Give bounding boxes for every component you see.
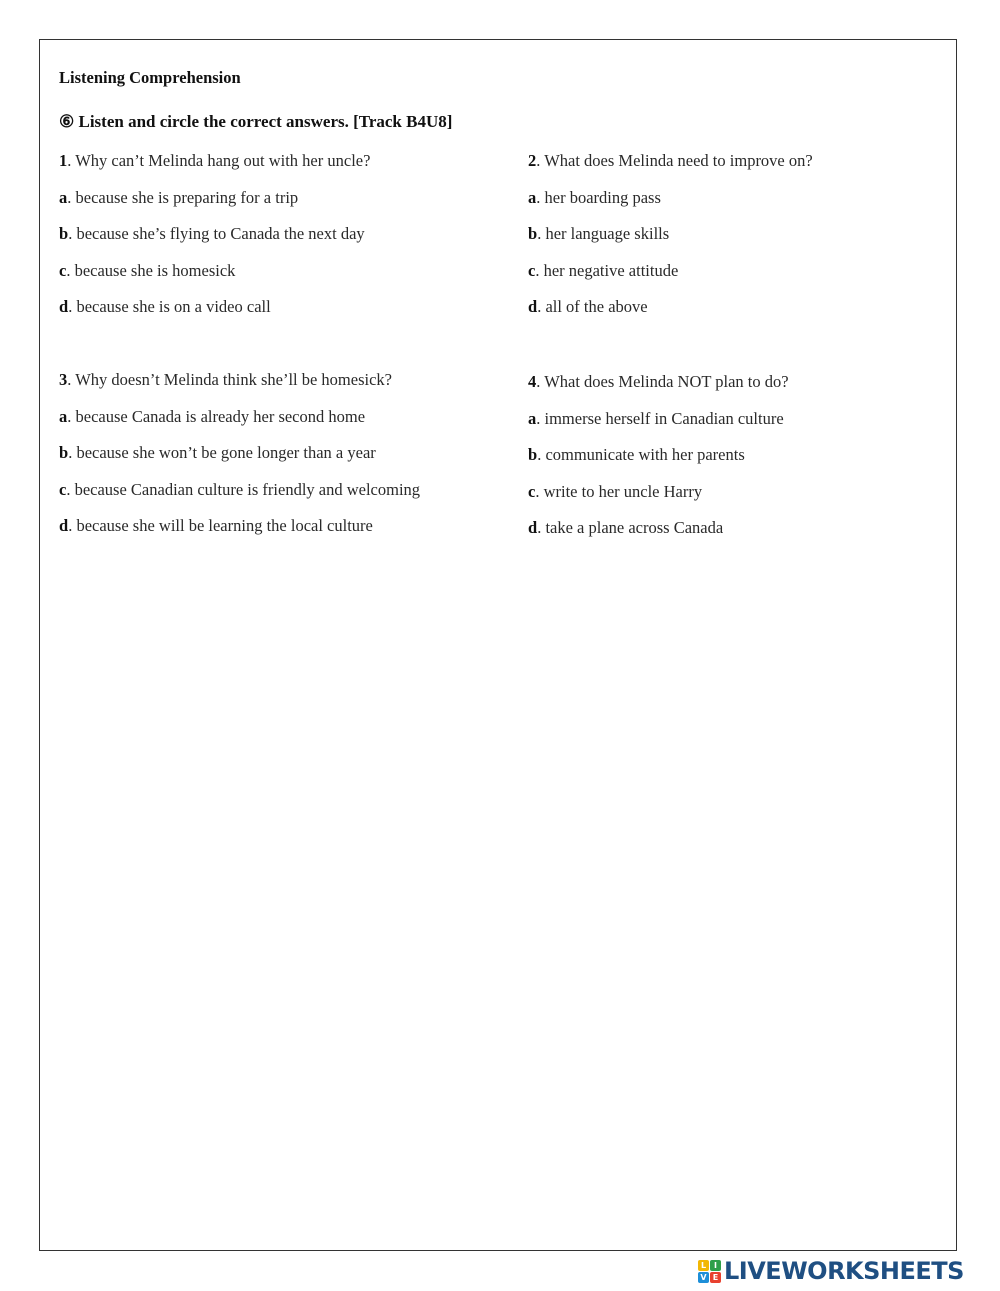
answer-option-c[interactable] bbox=[528, 481, 968, 518]
option-letter: c bbox=[59, 260, 67, 280]
option-text: . because Canadian culture is friendly and welcoming bbox=[66, 479, 421, 499]
question-2 bbox=[528, 150, 968, 333]
answer-option-a[interactable] bbox=[59, 187, 499, 224]
liveworksheets-logo bbox=[698, 1257, 964, 1285]
option-text: . because she is homesick bbox=[66, 260, 236, 280]
option-letter: d bbox=[528, 518, 538, 537]
logo-letter-v: V bbox=[698, 1272, 709, 1283]
option-text: . her boarding pass bbox=[536, 187, 661, 207]
option-letter: c bbox=[59, 479, 67, 499]
option-text: . because Canada is already her second home bbox=[67, 406, 366, 426]
question-number: 2 bbox=[528, 151, 537, 170]
option-text: . because she won’t be gone longer than a year bbox=[68, 443, 376, 462]
question-number: 1 bbox=[59, 151, 68, 170]
question-stem bbox=[528, 371, 968, 408]
answer-option-d[interactable] bbox=[528, 296, 968, 333]
option-text: . because she will be learning the local culture bbox=[68, 516, 373, 535]
answer-option-a[interactable] bbox=[528, 187, 968, 224]
option-letter: d bbox=[528, 297, 538, 316]
question-stem bbox=[528, 150, 968, 187]
option-letter: c bbox=[528, 260, 536, 280]
answer-option-b[interactable] bbox=[59, 442, 499, 479]
logo-letter-i: I bbox=[710, 1260, 721, 1271]
logo-mark-icon bbox=[698, 1260, 721, 1283]
option-text: . communicate with her parents bbox=[537, 445, 745, 464]
option-text: . all of the above bbox=[537, 297, 648, 316]
option-text: . because she is on a video call bbox=[68, 297, 271, 316]
option-letter: a bbox=[59, 187, 68, 207]
question-number: 4 bbox=[528, 372, 537, 391]
answer-option-c[interactable] bbox=[528, 260, 968, 297]
question-text: . What does Melinda NOT plan to do? bbox=[536, 372, 789, 391]
option-letter: c bbox=[528, 481, 536, 501]
instruction-text: ⑥ Listen and circle the correct answers. [Track B4U8] bbox=[59, 112, 453, 131]
option-letter: a bbox=[59, 406, 68, 426]
question-3 bbox=[59, 369, 499, 552]
option-letter: b bbox=[59, 224, 69, 243]
question-1 bbox=[59, 150, 499, 333]
option-text: . immerse herself in Canadian culture bbox=[536, 408, 784, 428]
answer-option-b[interactable] bbox=[59, 223, 499, 260]
option-text: . because she’s flying to Canada the next day bbox=[68, 224, 365, 243]
logo-letter-e: E bbox=[710, 1272, 721, 1283]
option-letter: a bbox=[528, 187, 537, 207]
option-text: . take a plane across Canada bbox=[537, 518, 724, 537]
answer-option-c[interactable] bbox=[59, 260, 499, 297]
question-text: . Why doesn’t Melinda think she’ll be homesick? bbox=[67, 370, 392, 389]
logo-text: LIVEWORKSHEETS bbox=[724, 1257, 964, 1285]
option-letter: b bbox=[528, 224, 538, 243]
logo-letter-l: L bbox=[698, 1260, 709, 1271]
question-text: . What does Melinda need to improve on? bbox=[536, 151, 813, 170]
question-stem bbox=[59, 369, 499, 406]
option-text: . her negative attitude bbox=[535, 260, 679, 280]
answer-option-d[interactable] bbox=[528, 517, 968, 554]
option-letter: d bbox=[59, 516, 69, 535]
option-letter: d bbox=[59, 297, 69, 316]
section-title: Listening Comprehension bbox=[59, 68, 241, 87]
question-4 bbox=[528, 371, 968, 554]
question-text: . Why can’t Melinda hang out with her uncle? bbox=[67, 151, 371, 170]
option-text: . write to her uncle Harry bbox=[535, 481, 703, 501]
option-letter: b bbox=[59, 443, 69, 462]
option-text: . her language skills bbox=[537, 224, 670, 243]
answer-option-a[interactable] bbox=[528, 408, 968, 445]
question-stem bbox=[59, 150, 499, 187]
answer-option-d[interactable] bbox=[59, 515, 499, 552]
option-text: . because she is preparing for a trip bbox=[67, 187, 299, 207]
answer-option-d[interactable] bbox=[59, 296, 499, 333]
answer-option-a[interactable] bbox=[59, 406, 499, 443]
answer-option-b[interactable] bbox=[528, 223, 968, 260]
question-number: 3 bbox=[59, 370, 68, 389]
option-letter: a bbox=[528, 408, 537, 428]
answer-option-b[interactable] bbox=[528, 444, 968, 481]
option-letter: b bbox=[528, 445, 538, 464]
answer-option-c[interactable] bbox=[59, 479, 499, 516]
